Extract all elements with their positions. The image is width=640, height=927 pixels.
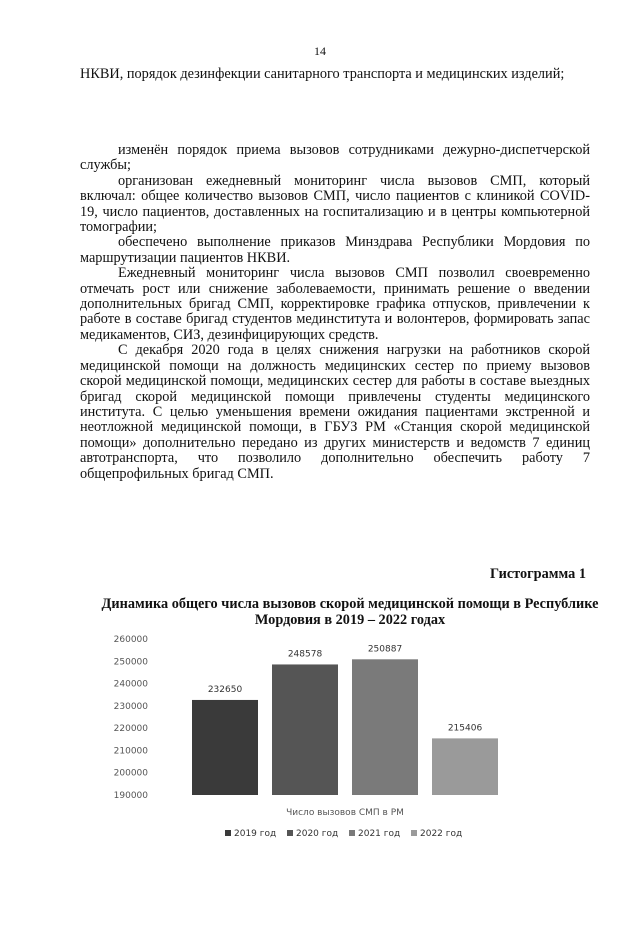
bar-chart <box>100 630 520 842</box>
y-tick-label: 200000 <box>113 768 148 779</box>
text-block-top <box>80 67 590 82</box>
paragraph: НКВИ, порядок дезинфекции санитарного транспорта и медицинских изделий; <box>80 66 565 82</box>
y-tick-label: 190000 <box>113 791 148 801</box>
y-tick-label: 240000 <box>113 679 148 690</box>
y-tick-label: 220000 <box>113 724 148 735</box>
data-label: 250887 <box>367 644 403 655</box>
y-tick-label: 230000 <box>113 701 148 712</box>
bar <box>432 738 498 795</box>
bar <box>272 664 338 795</box>
bar <box>192 700 258 795</box>
bar <box>352 659 418 795</box>
y-tick-label: 260000 <box>113 635 148 645</box>
text-block-main <box>80 143 590 482</box>
paragraph: обеспечено выполнение приказов Минздрава Республики Мордовия по маршрутизации пациентов НКВИ. <box>80 234 590 266</box>
legend-label: 2020 год <box>296 829 339 839</box>
data-label: 215406 <box>447 723 483 734</box>
legend-swatch <box>349 830 355 836</box>
chart-title: Динамика общего числа вызовов скорой медицинской помощи в Республике Мордовия в 2019 – 2022 годах <box>101 596 599 628</box>
legend-label: 2021 год <box>358 829 401 839</box>
paragraph: изменён порядок приема вызовов сотрудниками дежурно-диспетчерской службы; <box>80 142 590 174</box>
y-tick-label: 210000 <box>113 746 148 757</box>
paragraph: С декабря 2020 года в целях снижения нагрузки на работников скорой медицинской помощи на должность медицинских сестер по приему вызовов скорой медицинской помощи, медицинских сестер для работы в составе выездных бригад скорой медицинской помощи привлечены студенты медицинского института. С целью уменьшения времени ожидания пациентами экстренной и неотложной медицинской помощи, в ГБУЗ РМ «Станция скорой медицинской помощи» дополнительно передано из других министерств и ведомств 7 единиц автотранспорта, что позволило дополнительно обеспечить работу 7 общепрофильных бригад СМП. <box>80 342 590 482</box>
data-label: 248578 <box>287 649 323 660</box>
y-tick-label: 250000 <box>113 657 148 668</box>
paragraph: организован ежедневный мониторинг числа вызовов СМП, который включал: общее количество вызовов СМП, число пациентов с клиникой COVID-19, число пациентов, доставленных на госпитализацию и в центры компьютерной томографии; <box>80 172 590 236</box>
histogram-label: Гистограмма 1 <box>490 566 586 582</box>
legend-label: 2022 год <box>420 829 463 839</box>
x-axis-label: Число вызовов СМП в РМ <box>286 808 404 818</box>
paragraph: Ежедневный мониторинг числа вызовов СМП позволил своевременно отмечать рост или снижение заболеваемости, принимать решение о введении дополнительных бригад СМП, корректировке графика отпусков, привлечении к работе в составе бригад студентов мединститута и волонтеров, формировать запас медикаментов, СИЗ, дезинфицирующих средств. <box>80 265 590 343</box>
legend-swatch <box>225 830 231 836</box>
page-number: 14 <box>314 44 326 58</box>
legend-swatch <box>287 830 293 836</box>
legend-swatch <box>411 830 417 836</box>
data-label: 232650 <box>207 684 243 695</box>
legend-label: 2019 год <box>234 829 277 839</box>
